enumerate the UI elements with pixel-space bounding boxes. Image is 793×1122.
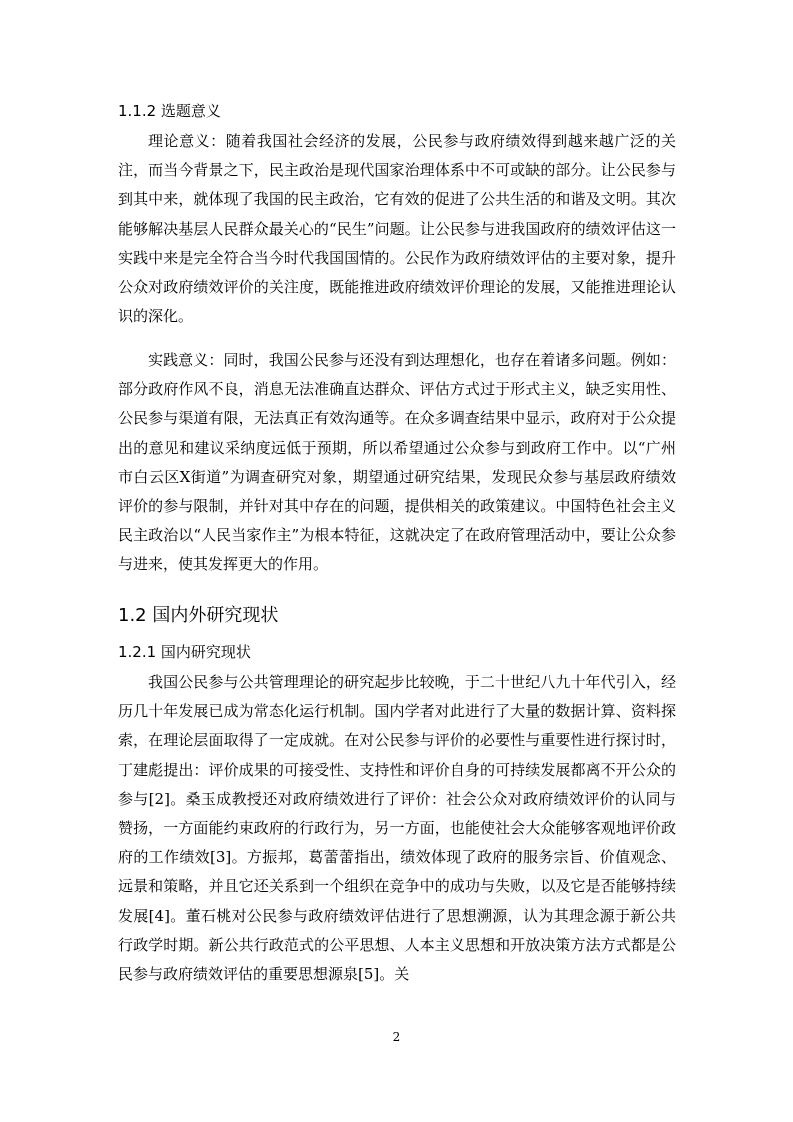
paragraph-domestic-research: 我国公民参与公共管理理论的研究起步比较晚，于二十世纪八九十年代引入，经历几十年发展已成为常态化运行机制。国内学者对此进行了大量的数据计算、资料探索，在理论层面取得了一定成就。在对公民参与评价的必要性与重要性进行探讨时，丁建彪提出：评价成果的可接受性、支持性和评价自身的可持续发展都离不开公众的参与[2]。桑玉成教授还对政府绩效进行了评价：社会公众对政府绩效评价的认同与赞扬，一方面能约束政府的行政行为，另一方面，也能使社会大众能够客观地评价政府的工作绩效[3]。方振邦，葛蕾蕾指出，绩效体现了政府的服务宗旨、价值观念、远景和策略，并且它还关系到一个组织在竞争中的成功与失败，以及它是否能够持续发展[4]。董石桃对公民参与政府绩效评估进行了思想溯源，认为其理念源于新公共行政学时期。新公共行政范式的公平思想、人本主义思想和开放决策方法方式都是公民参与政府绩效评估的重要思想源泉[5]。关 [118, 673, 676, 984]
section-heading-1-2-1: 1.2.1 国内研究现状 [118, 643, 251, 661]
page-number: 2 [392, 1030, 401, 1044]
section-heading-1-1-2: 1.1.2 选题意义 [118, 102, 221, 120]
paragraph-practical-significance: 实践意义：同时，我国公民参与还没有到达理想化，也存在着诸多问题。例如：部分政府作风不良，消息无法准确直达群众、评估方式过于形式主义，缺乏实用性、公民参与渠道有限，无法真正有效沟通等。在众多调查结果中显示，政府对于公众提出的意见和建议采纳度远低于预期，所以希望通过公众参与到政府工作中。以“广州市白云区X街道”为调查研究对象，期望通过研究结果，发现民众参与基层政府绩效评价的参与限制，并针对其中存在的问题，提供相关的政策建议。中国特色社会主义民主政治以“人民当家作主”为根本特征，这就决定了在政府管理活动中，要让公众参与进来，使其发挥更大的作用。 [118, 351, 676, 574]
section-heading-1-2: 1.2 国内外研究现状 [118, 605, 279, 626]
paragraph-theoretical-significance: 理论意义：随着我国社会经济的发展，公民参与政府绩效得到越来越广泛的关注，而当今背景之下，民主政治是现代国家治理体系中不可或缺的部分。让公民参与到其中来，就体现了我国的民主政治，它有效的促进了公共生活的和谐及文明。其次能够解决基层人民群众最关心的“民生”问题。让公民参与进我国政府的绩效评估这一实践中来是完全符合当今时代我国国情的。公民作为政府绩效评估的主要对象，提升公众对政府绩效评价的关注度，既能推进政府绩效评价理论的发展，又能推进理论认识的深化。 [118, 132, 676, 326]
